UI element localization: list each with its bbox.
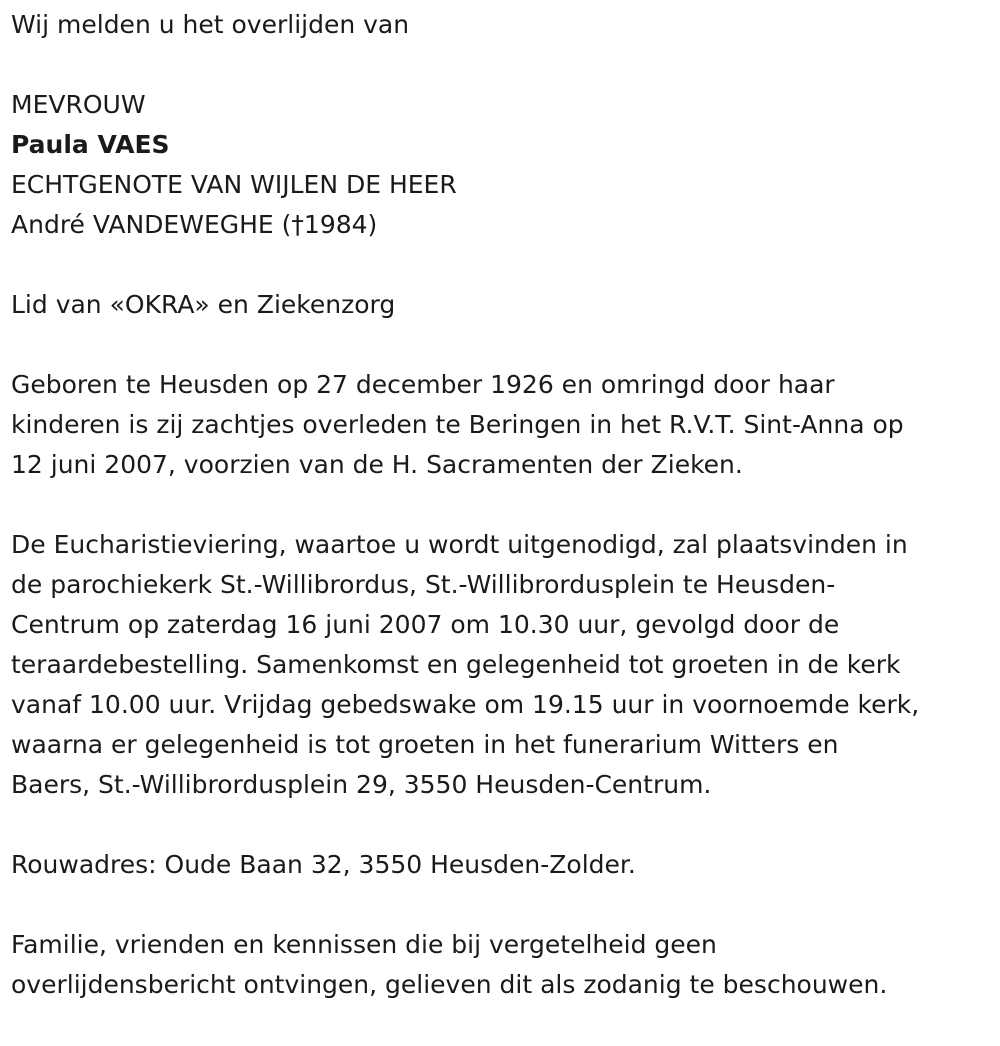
spacer xyxy=(11,325,986,365)
birth-death-paragraph: Geboren te Heusden op 27 december 1926 en omringd door haar kinderen is zij zachtjes overleden te Beringen in het R.V.T. Sint-Anna op 12 juni 2007, voorzien van de H. Sacramenten der Zieken. xyxy=(11,370,904,479)
spacer xyxy=(11,805,986,845)
membership-text: Lid van «OKRA» en Ziekenzorg xyxy=(11,290,396,319)
closing-paragraph: Familie, vrienden en kennissen die bij vergetelheid geen overlijdensbericht ontvingen, gelieven dit als zodanig te beschouwen. xyxy=(11,930,888,999)
mourning-address: Rouwadres: Oude Baan 32, 3550 Heusden-Zolder. xyxy=(11,850,636,879)
spouse-name: André VANDEWEGHE (†1984) xyxy=(11,210,378,239)
title-prefix: MEVROUW xyxy=(11,90,146,119)
spacer xyxy=(11,245,986,285)
death-notice xyxy=(11,5,986,1005)
intro-text: Wij melden u het overlijden van xyxy=(11,10,410,39)
deceased-name: Paula VAES xyxy=(11,130,170,159)
spacer xyxy=(11,45,986,85)
ceremony-paragraph: De Eucharistieviering, waartoe u wordt uitgenodigd, zal plaatsvinden in de parochiekerk St.-Willibrordus, St.-Willibrordusplein te Heusden- Centrum op zaterdag 16 juni 2007 om 10.30 uur, gevolgd door de teraardebestelling. Samenkomst en gelegenheid tot groeten in de kerk vanaf 10.00 uur. Vrijdag gebedswake om 19.15 uur in voornoemde kerk, waarna er gelegenheid is tot groeten in het funerarium Witters en Baers, St.-Willibrordusplein 29, 3550 Heusden-Centrum. xyxy=(11,530,920,799)
spacer xyxy=(11,485,986,525)
spacer xyxy=(11,885,986,925)
spouse-title: ECHTGENOTE VAN WIJLEN DE HEER xyxy=(11,170,457,199)
